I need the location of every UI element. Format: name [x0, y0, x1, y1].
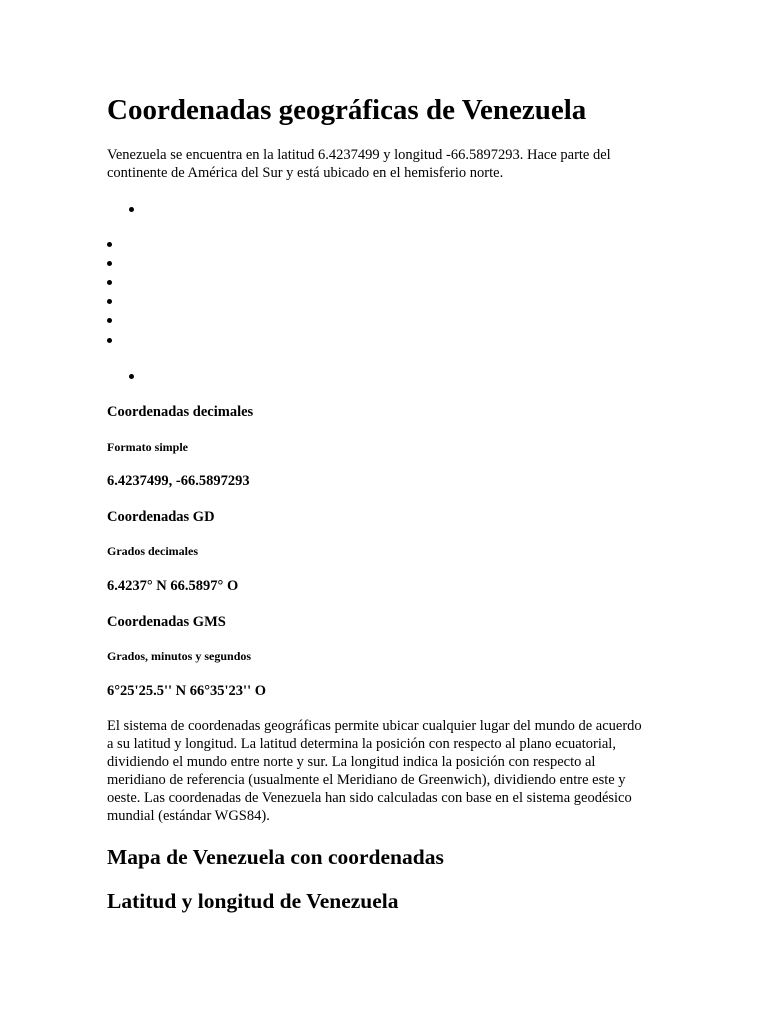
- gd-format-label: Grados decimales: [107, 544, 198, 558]
- list-bullet: [107, 261, 112, 266]
- list-bullet: [107, 242, 112, 247]
- list-bullet: [107, 280, 112, 285]
- gd-value: 6.4237° N 66.5897° O: [107, 578, 239, 594]
- section-heading-map: Mapa de Venezuela con coordenadas: [107, 845, 444, 869]
- gms-value: 6°25'25.5'' N 66°35'23'' O: [107, 683, 267, 699]
- list-bullet: [107, 318, 112, 323]
- section-heading-latlon: Latitud y longitud de Venezuela: [107, 889, 399, 913]
- intro-paragraph: Venezuela se encuentra en la latitud 6.4237499 y longitud -66.5897293. Hace parte del continente de América del Sur y está ubicado en el hemisferio norte.: [107, 147, 611, 181]
- list-bullet: [107, 338, 112, 343]
- explanation-paragraph: El sistema de coordenadas geográficas permite ubicar cualquier lugar del mundo de acuerdo a su latitud y longitud. La latitud determina la posición con respecto al plano ecuatorial, dividiendo el mundo entre norte y sur. La longitud indica la posición con respecto al meridiano de referencia (usualmente el Meridiano de Greenwich), dividiendo entre este y oeste. Las coordenadas de Venezuela han sido calculadas con base en el sistema geodésico mundial (estándar WGS84).: [107, 718, 642, 824]
- gms-format-label: Grados, minutos y segundos: [107, 649, 252, 663]
- list-bullet: [107, 299, 112, 304]
- gd-heading: Coordenadas GD: [107, 509, 215, 525]
- decimal-value: 6.4237499, -66.5897293: [107, 473, 250, 489]
- gms-heading: Coordenadas GMS: [107, 614, 226, 630]
- decimal-format-label: Formato simple: [107, 440, 188, 454]
- decimal-heading: Coordenadas decimales: [107, 404, 254, 420]
- list-bullet: [129, 374, 134, 379]
- page-title: Coordenadas geográficas de Venezuela: [107, 94, 587, 126]
- list-bullet: [129, 207, 134, 212]
